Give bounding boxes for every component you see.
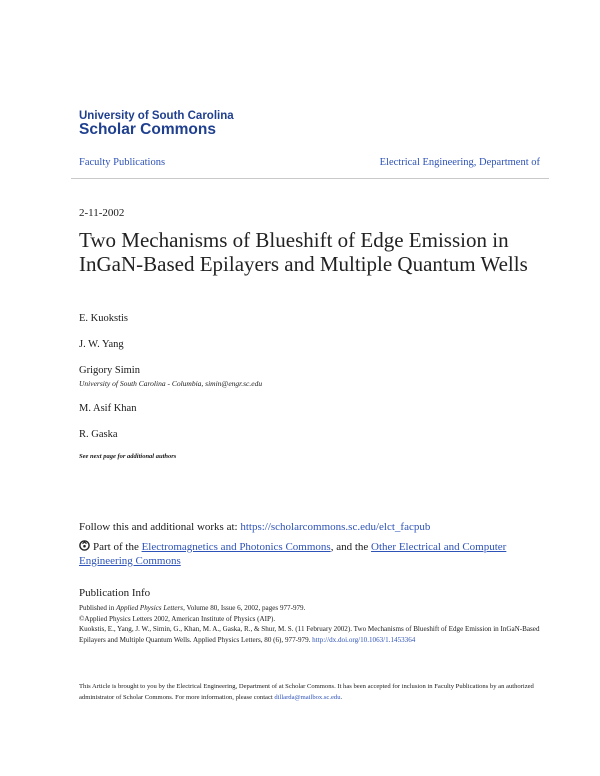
divider	[71, 178, 549, 179]
university-name[interactable]: University of South Carolina	[79, 110, 234, 122]
journal-name: Applied Physics Letters	[116, 604, 184, 612]
contact-email-link[interactable]: dillarda@mailbox.sc.edu	[274, 694, 341, 701]
publication-info-body	[79, 603, 549, 645]
publication-date: 2-11-2002	[79, 207, 125, 219]
repository-name[interactable]: Scholar Commons	[79, 121, 216, 138]
paper-title: Two Mechanisms of Blueshift of Edge Emission in InGaN-Based Epilayers and Multiple Quantum Wells	[79, 228, 528, 276]
open-access-icon	[79, 540, 90, 551]
copyright-line: ©Applied Physics Letters 2002, American Institute of Physics (AIP).	[79, 614, 276, 623]
citation-line: Kuokstis, E., Yang, J. W., Simin, G., Khan, M. A., Gaska, R., & Shur, M. S. (11 February 2002). Two Mechanisms of Blueshift of Edge Emission in InGaN-Based Epilayers and Multiple Quantum Wells. Applied Physics Letters, 80 (6), 977-979. http://dx.doi.org/10.1063/1.1453364	[79, 625, 540, 644]
part-of-line	[79, 540, 549, 568]
publication-info-heading: Publication Info	[79, 587, 151, 599]
published-in-line: Published in Applied Physics Letters, Volume 80, Issue 6, 2002, pages 977-979.	[79, 604, 306, 612]
department-link[interactable]: Electrical Engineering, Department of	[379, 157, 540, 168]
author-name: R. Gaska	[79, 429, 118, 440]
author-name: M. Asif Khan	[79, 403, 137, 414]
additional-authors-note: See next page for additional authors	[79, 453, 177, 460]
collection-url-link[interactable]: https://scholarcommons.sc.edu/elct_facpub	[240, 521, 431, 533]
author-affiliation: University of South Carolina - Columbia, simin@engr.sc.edu	[79, 379, 263, 388]
doi-link[interactable]: http://dx.doi.org/10.1063/1.1453364	[312, 635, 416, 644]
commons-link-electromagnetics[interactable]: Electromagnetics and Photonics Commons	[141, 541, 331, 553]
author-name: Grigory Simin	[79, 365, 140, 376]
part-of-prefix: Part of the	[93, 541, 142, 553]
follow-line	[79, 521, 430, 533]
faculty-publications-link[interactable]: Faculty Publications	[79, 157, 166, 168]
part-of-middle: , and the	[330, 541, 372, 553]
repository-notice: This Article is brought to you by the Electrical Engineering, Department of at Scholar Commons. It has been accepted for inclusion in Faculty Publications by an authorized administrator of Scholar Commons. For more information, please contact dillarda@mailbox.sc.edu.	[79, 683, 534, 701]
follow-text: Follow this and additional works at:	[79, 521, 241, 533]
commons-link-other-ece[interactable]: Other Electrical and Computer Engineering Commons	[79, 541, 507, 567]
author-name: J. W. Yang	[79, 339, 124, 350]
author-name: E. Kuokstis	[79, 313, 129, 324]
